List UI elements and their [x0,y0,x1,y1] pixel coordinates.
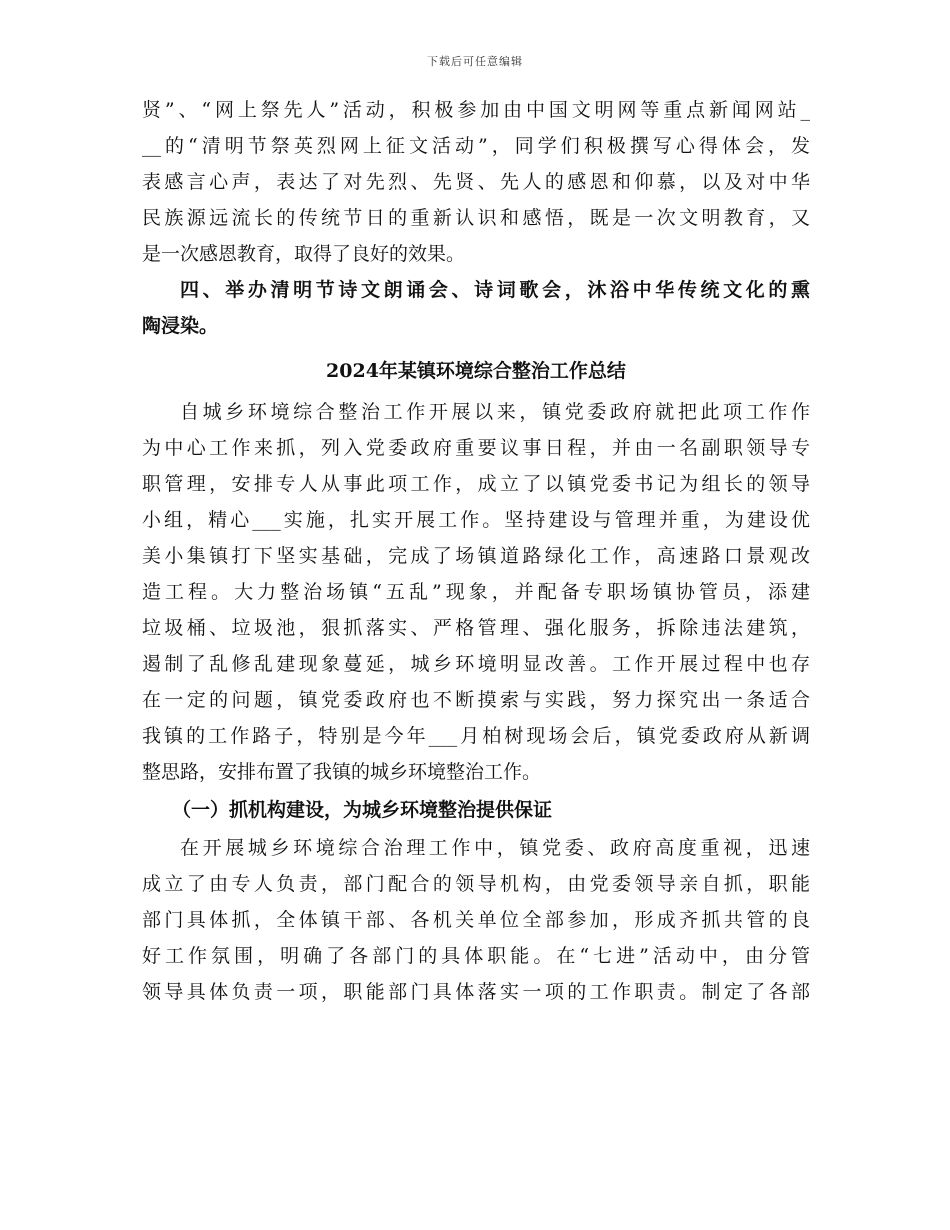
text-line: 成立了由专人负责，部门配合的领导机构，由党委领导亲自抓，职能 [142,873,810,895]
document-body [142,92,810,1010]
text-line: 在一定的问题，镇党委政府也不断摸索与实践，努力探究出一条适合 [142,689,810,711]
text-line: 部门具体抓，全体镇干部、各机关单位全部参加，形成齐抓共管的良 [142,909,810,931]
text-line: 自城乡环境综合整治工作开展以来，镇党委政府就把此项工作作 [180,401,810,423]
page-header: 下载后可任意编辑 [427,55,523,68]
text-line: 好工作氛围，明确了各部门的具体职能。在“七进”活动中，由分管 [142,945,810,967]
text-line: __的“清明节祭英烈网上征文活动”，同学们积极撰写心得体会，发 [142,135,810,157]
document-title: 2024年某镇环境综合整治工作总结 [326,360,626,382]
text-line: 垃圾桶、垃圾池，狠抓落实、严格管理、强化服务，拆除违法建筑， [142,617,810,639]
text-line: 贤”、“网上祭先人”活动，积极参加由中国文明网等重点新闻网站_ [142,99,810,121]
text-line: 在开展城乡环境综合治理工作中，镇党委、政府高度重视，迅速 [180,837,810,859]
text-line: 职管理，安排专人从事此项工作，成立了以镇党委书记为组长的领导 [142,473,810,495]
subsection-heading: （一）抓机构建设，为城乡环境整治提供保证 [172,799,553,821]
text-line: 民族源远流长的传统节日的重新认识和感悟，既是一次文明教育，又 [142,207,810,229]
text-line: 四、举办清明节诗文朗诵会、诗词歌会，沐浴中华传统文化的熏 [180,279,810,301]
text-line: 造工程。大力整治场镇“五乱”现象，并配备专职场镇协管员，添建 [142,581,810,603]
text-line: 遏制了乱修乱建现象蔓延，城乡环境明显改善。工作开展过程中也存 [142,653,810,675]
intro-paragraph [142,394,810,790]
text-line: 我镇的工作路子，特别是今年___月柏树现场会后，镇党委政府从新调 [142,725,810,747]
text-line: 整思路，安排布置了我镇的城乡环境整治工作。 [142,761,542,783]
text-line: 为中心工作来抓，列入党委政府重要议事日程，并由一名副职领导专 [142,437,810,459]
text-line: 表感言心声，表达了对先烈、先贤、先人的感恩和仰慕，以及对中华 [142,171,810,193]
text-line: 领导具体负责一项，职能部门具体落实一项的工作职责。制定了各部 [142,981,810,1003]
text-line: 陶浸染。 [142,315,219,337]
text-line: 美小集镇打下坚实基础，完成了场镇道路绿化工作，高速路口景观改 [142,545,810,567]
paragraph-continuation [142,92,810,272]
text-line: 是一次感恩教育，取得了良好的效果。 [142,243,466,265]
subsection-paragraph [142,830,810,1010]
text-line: 小组，精心___实施，扎实开展工作。坚持建设与管理并重，为建设优 [142,509,810,531]
section-four-heading [142,272,810,344]
